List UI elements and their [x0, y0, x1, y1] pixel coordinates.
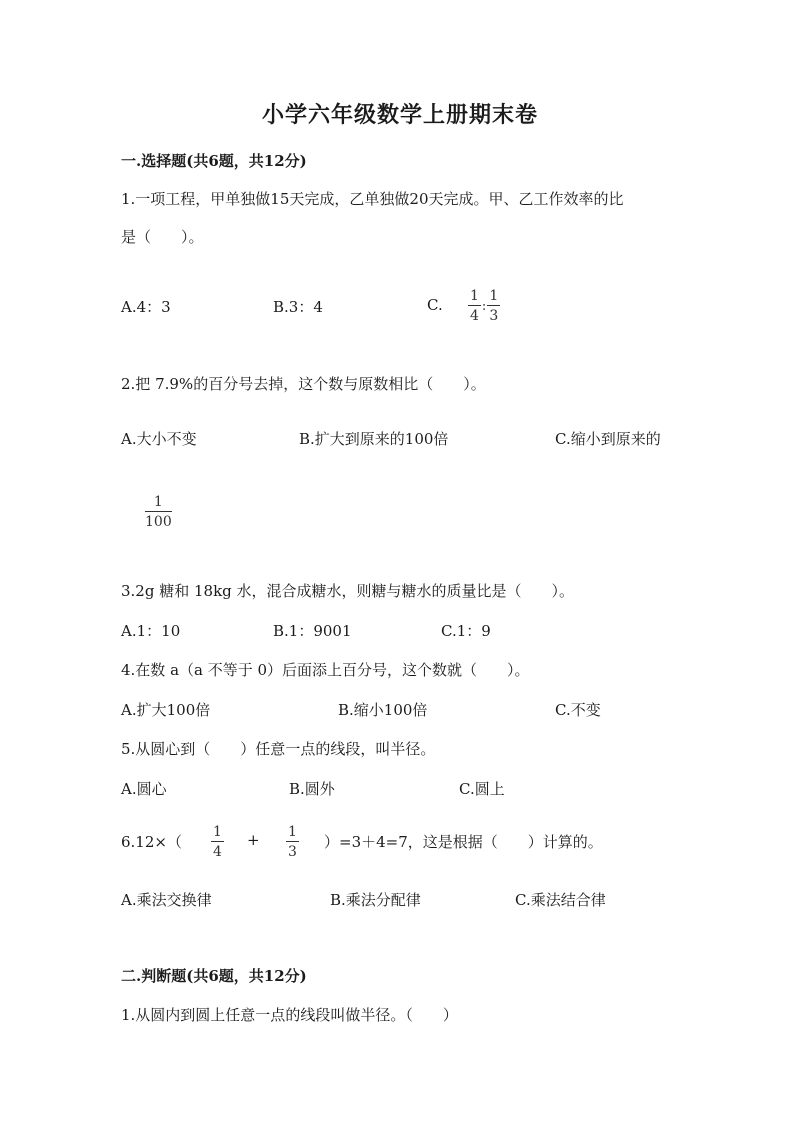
question-2-option-a[interactable]: A.大小不变	[121, 430, 197, 448]
fraction	[487, 289, 500, 323]
judgment-question-1: 1.从圆内到圆上任意一点的线段叫做半径。（ ）	[121, 1006, 458, 1024]
fraction-numerator: 1	[153, 494, 163, 510]
page-title: 小学六年级数学上册期末卷	[261, 102, 538, 128]
section-heading-judgment: 二.判断题(共6题，共12分)	[121, 967, 307, 985]
fraction-denominator: 4	[470, 308, 479, 324]
question-6-fraction-1	[211, 825, 224, 859]
question-3-option-b[interactable]: B.1：9001	[273, 622, 352, 640]
question-4-option-a[interactable]: A.扩大100倍	[121, 701, 211, 719]
question-3-option-c[interactable]: C.1：9	[441, 622, 491, 640]
question-2: 2.把 7.9%的百分号去掉，这个数与原数相比（ ）。	[121, 375, 486, 393]
fraction-denominator: 4	[213, 844, 222, 860]
question-5: 5.从圆心到（ ）任意一点的线段，叫半径。	[121, 740, 436, 758]
question-6-prefix: 6.12×（	[121, 833, 182, 851]
question-6-option-c[interactable]: C.乘法结合律	[515, 891, 606, 909]
fraction	[468, 289, 481, 323]
question-6-suffix: ）=3＋4=7，这是根据（ ）计算的。	[324, 833, 603, 851]
question-2-option-c[interactable]: C.缩小到原来的	[555, 430, 661, 448]
question-2-option-c-fraction	[145, 495, 172, 529]
question-1-line-2: 是（ ）。	[121, 228, 204, 246]
question-6-option-b[interactable]: B.乘法分配律	[330, 891, 421, 909]
question-1-option-b[interactable]: B.3：4	[273, 298, 323, 316]
fraction-numerator: 1	[213, 824, 222, 840]
question-3-option-a[interactable]: A.1：10	[121, 622, 181, 640]
question-1-option-c[interactable]: C.	[427, 296, 443, 314]
question-5-option-a[interactable]: A.圆心	[121, 780, 167, 798]
fraction-denominator: 3	[288, 844, 297, 860]
fraction-denominator: 3	[489, 308, 499, 324]
question-5-option-b[interactable]: B.圆外	[289, 780, 335, 798]
fraction-numerator: 1	[470, 288, 479, 304]
fraction-denominator: 100	[145, 514, 172, 530]
question-1-line-1: 1.一项工程，甲单独做15天完成，乙单独做20天完成。甲、乙工作效率的比	[121, 190, 624, 208]
question-3: 3.2g 糖和 18kg 水，混合成糖水，则糖与糖水的质量比是（ ）。	[121, 582, 575, 600]
question-6-plus: +	[247, 831, 260, 849]
question-4-option-c[interactable]: C.不变	[555, 701, 601, 719]
question-1-option-c-ratio	[468, 289, 500, 323]
fraction-numerator: 1	[288, 824, 297, 840]
question-4-option-b[interactable]: B.缩小100倍	[338, 701, 428, 719]
question-4: 4.在数 a（a 不等于 0）后面添上百分号，这个数就（ ）。	[121, 661, 530, 679]
question-1-option-a[interactable]: A.4：3	[121, 298, 171, 316]
fraction-numerator: 1	[489, 288, 499, 304]
question-6-fraction-2	[286, 825, 299, 859]
question-2-option-b[interactable]: B.扩大到原来的100倍	[299, 430, 449, 448]
ratio-separator: :	[481, 298, 487, 314]
question-5-option-c[interactable]: C.圆上	[459, 780, 505, 798]
question-6-option-a[interactable]: A.乘法交换律	[121, 891, 212, 909]
section-heading-choice: 一.选择题(共6题，共12分)	[121, 152, 307, 170]
